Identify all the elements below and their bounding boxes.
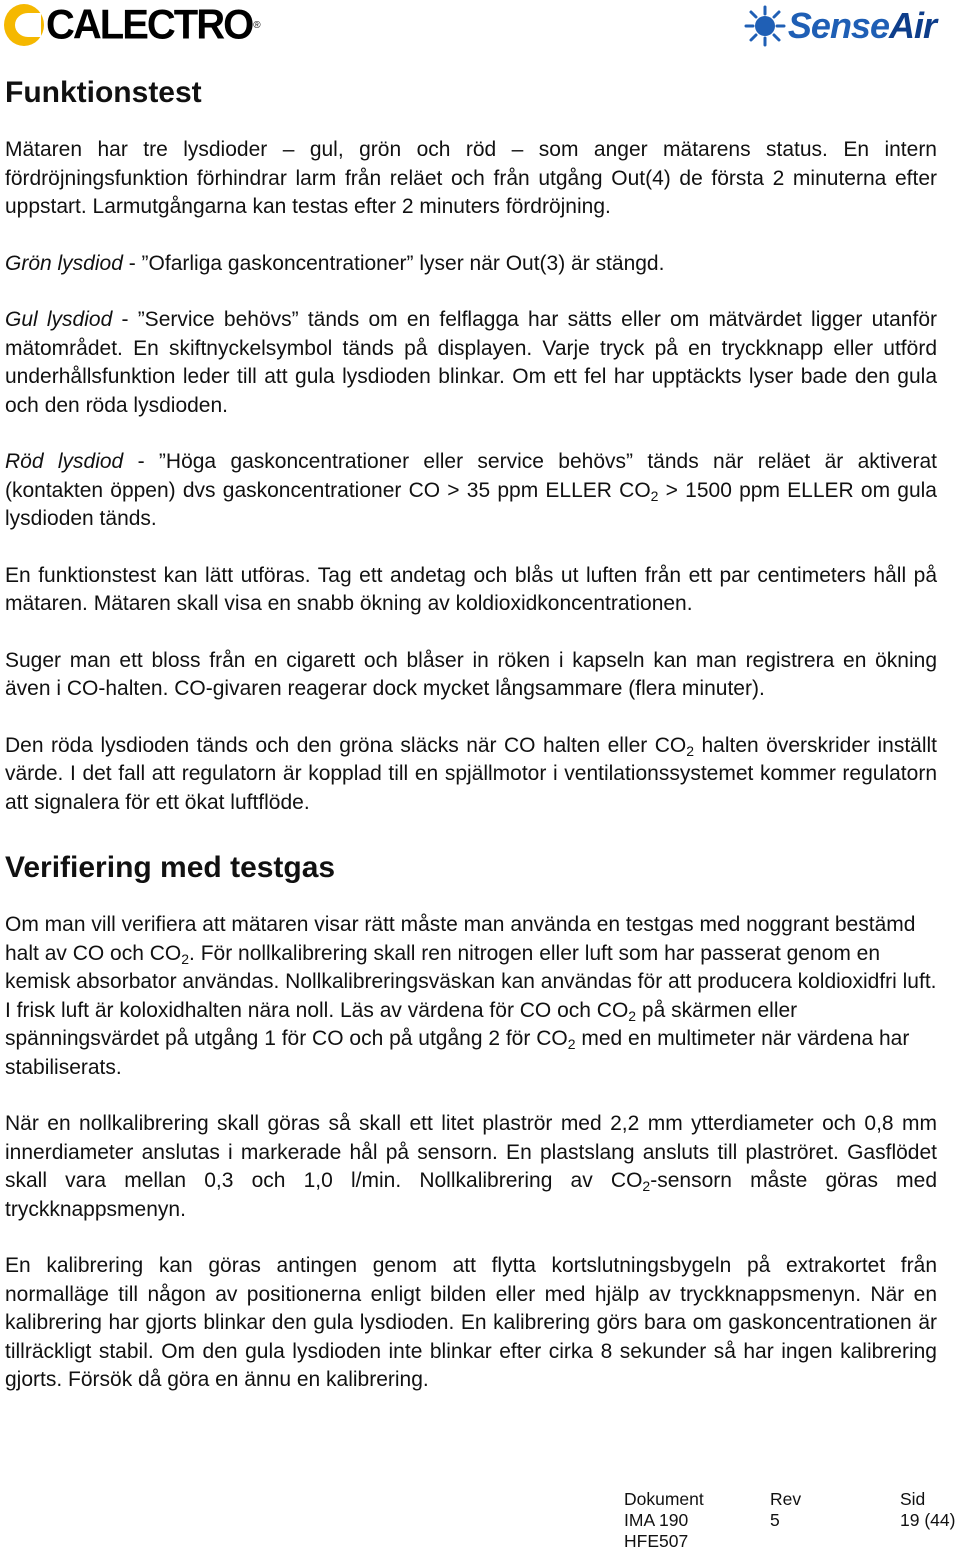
paragraph-cigarette: Suger man ett bloss från en cigarett och blåser in röken i kapseln kan man registrera en ökning även i CO-halten. CO-givaren reagerar dock mycket långsammare (flera minuter).: [5, 648, 937, 700]
text-segment: på skärmen eller spänningsvärdet på utgång 1 för CO och på utgång 2 för CO: [5, 998, 798, 1050]
paragraph-green-led: [5, 250, 937, 279]
green-led-label: Grön lysdiod: [5, 251, 123, 275]
senseair-logo: [744, 4, 936, 48]
text-segment: När en nollkalibrering skall göras så skall ett litet plaströr med 2,2 mm ytterdiameter och 0,8 mm innerdiameter anslutas i markerade hål på sensorn. En plastslang ansluts till plaströret. Gasflödet skall vara mellan 0,3 och 1,0 l/min. Nollkalibrering av CO: [5, 1112, 937, 1192]
paragraph-red-led: [5, 448, 937, 534]
text-segment: - ”Höga gaskoncentrationer eller service behövs” tänds när reläet är aktiverat (kontakten öppen) dvs gaskoncentrationer CO > 35 ppm ELLER CO: [5, 450, 937, 502]
document-footer: [624, 1489, 960, 1552]
calectro-c-mark-icon: [4, 4, 44, 46]
document-body: [5, 70, 937, 1423]
text-segment: > 1500 ppm ELLER om gula lysdioden tänds.: [5, 478, 937, 530]
text-segment: med en multimeter när värdena har stabiliserats.: [5, 1027, 910, 1079]
senseair-logo-text: [788, 5, 936, 47]
text-segment: Air: [888, 5, 936, 46]
text-segment: halten överskrider inställt värde. I det fall att regulatorn är kopplad till en spjällmotor i ventilationssystemet kommer regulatorn att signalera för ett ökat luftflöde.: [5, 733, 937, 814]
calectro-logo-text: CALECTRO: [46, 1, 253, 48]
text-segment: 2: [650, 487, 659, 504]
text-segment: 2: [567, 1036, 576, 1052]
text-segment: 2: [628, 1007, 637, 1024]
footer-rev-label: Rev: [770, 1489, 802, 1509]
footer-sid-value: 19 (44): [900, 1510, 956, 1530]
paragraph-zero-calibration: [5, 1110, 937, 1224]
paragraph-yellow-led: [5, 306, 937, 420]
yellow-led-label: Gul lysdiod: [5, 308, 113, 331]
paragraph-testgas: [5, 911, 937, 1082]
footer-doc-label: Dokument: [624, 1489, 704, 1509]
red-led-label: Röd lysdiod: [5, 450, 124, 473]
text-segment: 2: [686, 742, 695, 759]
text-segment: -sensorn måste göras med tryckknappsmenyn.: [5, 1169, 938, 1221]
text-segment: . För nollkalibrering skall ren nitrogen eller luft som har passerat genom en kemisk absorbator användas. Nollkalibreringsväskan kan användas för att producera koldioxidfri luft. I frisk luft är koloxidhalten nära noll. Läs av värdena för CO och CO: [5, 941, 937, 1022]
text-segment: - ”Service behövs” tänds om en felflagga har sätts eller om mätvärdet ligger utanför mätområdet. En skiftnyckelsymbol tänds på displayen. Varje tryck på en tryckknapp eller utförd underhållsfunktion leder till att gula lysdioden blinkar. Om ett fel har upptäckts lyser bade den gula och den röda lysdioden.: [5, 308, 937, 417]
senseair-sun-icon: [744, 5, 786, 47]
footer-doc-value: IMA 190: [624, 1510, 689, 1530]
paragraph-calibration: En kalibrering kan göras antingen genom att flytta kortslutningsbygeln på extrakortet från normalläge till någon av positionerna enligt bilden eller med hjälp av tryckknappsmenyn. När en kalibrering har gjorts blinkar den gula lysdioden. En kalibrering görs bara om gaskoncentrationen är tillräckligt stabil. Om den gula lysdioden inte blinkar efter cirka 8 sekunder så har ingen kalibrering gjorts. Försök då göra en ännu en kalibrering.: [5, 1254, 937, 1391]
text-segment: 2: [181, 950, 190, 967]
text-segment: Om man vill verifiera att mätaren visar rätt måste man använda en testgas med noggrant bestämd halt av CO och CO: [5, 913, 916, 965]
calectro-logo: [4, 2, 261, 48]
text-segment: Den röda lysdioden tänds och den gröna släcks när CO halten eller CO: [5, 733, 687, 757]
paragraph-function-test: En funktionstest kan lätt utföras. Tag ett andetag och blås ut luften från ett par centimeters håll på mätaren. Mätaren skall visa en snabb ökning av koldioxidkoncentrationen.: [5, 563, 937, 615]
registered-mark: ®: [253, 19, 261, 31]
footer-rev-value: 5: [770, 1510, 780, 1530]
paragraph-intro: Mätaren har tre lysdioder – gul, grön och röd – som anger mätarens status. En intern fördröjningsfunktion förhindrar larm från reläet och från utgång Out(4) de första 2 minuterna efter uppstart. Larmutgångarna kan testas efter 2 minuters fördröjning.: [5, 138, 937, 218]
section-title-funktionstest: Funktionstest: [5, 76, 202, 109]
paragraph-red-green: [5, 732, 937, 818]
text-segment: Sense: [787, 5, 889, 46]
footer-doc-value-2: HFE507: [624, 1531, 689, 1551]
footer-sid-label: Sid: [900, 1489, 926, 1509]
text-segment: - ”Ofarliga gaskoncentrationer” lyser när Out(3) är stängd.: [122, 251, 665, 275]
section-title-verifiering: Verifiering med testgas: [5, 851, 336, 884]
text-segment: 2: [642, 1178, 651, 1194]
